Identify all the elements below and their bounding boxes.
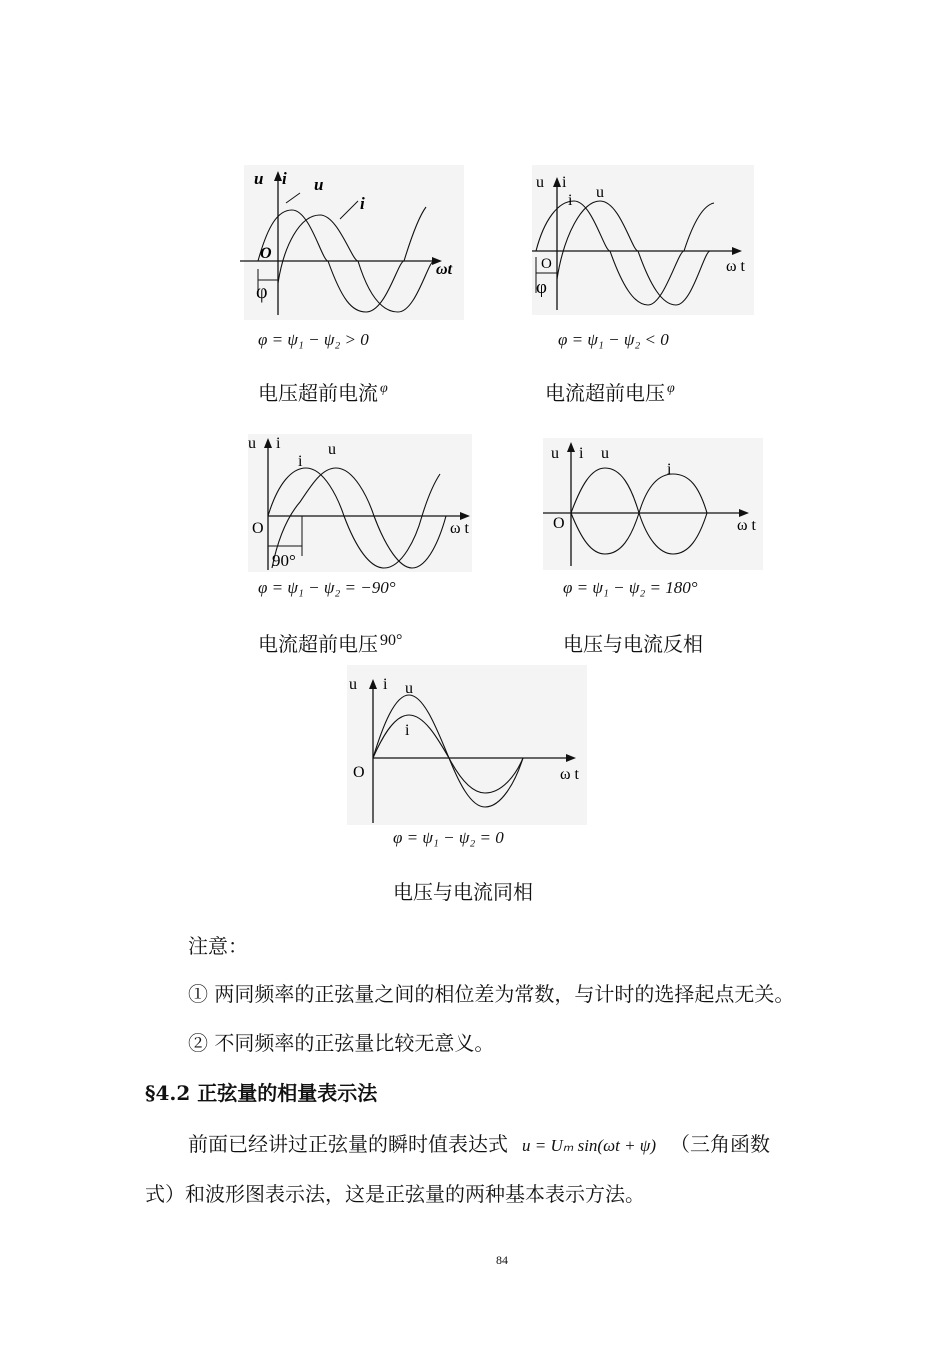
curve-label-u: u bbox=[405, 680, 413, 697]
figure-caption bbox=[545, 377, 675, 406]
waveform-figure-in-phase bbox=[343, 665, 588, 830]
x-axis-label: ω t bbox=[450, 520, 469, 537]
origin-label: O bbox=[260, 245, 272, 262]
waveform-figure-voltage-leads bbox=[240, 165, 470, 325]
curve-label-u: u bbox=[328, 441, 336, 458]
y-axis-label-i: i bbox=[562, 174, 567, 191]
x-axis-label: ω t bbox=[726, 258, 745, 275]
phase-formula: φ = ψ₁ − ψ₂ = −90° bbox=[258, 578, 396, 597]
caption-text: 电流超前电压 bbox=[258, 632, 378, 656]
curve-label-u: u bbox=[314, 175, 324, 194]
phase-formula: φ = ψ₁ − ψ₂ < 0 bbox=[558, 330, 669, 349]
caption-text: 电流超前电压 bbox=[545, 381, 665, 405]
sinusoid-formula: u = Uₘ sin(ωt + ψ) bbox=[522, 1136, 657, 1155]
waveform-plot bbox=[343, 665, 588, 830]
body-paragraph-line-2: 式）和波形图表示法，这是正弦量的两种基本表示方法。 bbox=[145, 1182, 645, 1206]
note-title: 注意： bbox=[188, 934, 248, 958]
phase-formula: φ = ψ₁ − ψ₂ = 0 bbox=[393, 828, 504, 847]
y-axis-label-u: u bbox=[536, 174, 544, 191]
waveform-plot bbox=[240, 165, 470, 325]
waveform-plot bbox=[244, 428, 474, 578]
origin-label: O bbox=[252, 520, 264, 537]
x-axis-label: ω t bbox=[737, 517, 756, 534]
note-item-1: ① 两同频率的正弦量之间的相位差为常数，与计时的选择起点无关。 bbox=[188, 982, 795, 1006]
origin-label: O bbox=[541, 256, 552, 272]
phase-label: φ bbox=[256, 281, 268, 303]
x-axis-label: ω t bbox=[560, 766, 579, 783]
caption-symbol: 90° bbox=[380, 632, 403, 649]
paragraph-text: 前面已经讲过正弦量的瞬时值表达式 bbox=[188, 1132, 508, 1156]
y-axis-label-i: i bbox=[579, 445, 584, 462]
curve-label-i: i bbox=[667, 461, 672, 478]
phase-formula: φ = ψ₁ − ψ₂ = 180° bbox=[563, 578, 698, 597]
phase-label: φ bbox=[536, 277, 547, 298]
x-axis-label: ωt bbox=[436, 261, 453, 278]
curve-label-u: u bbox=[601, 445, 609, 462]
y-axis-label-i: i bbox=[383, 676, 388, 693]
phase-label: 90° bbox=[272, 551, 296, 570]
waveform-figure-opposite-phase bbox=[543, 438, 768, 573]
body-paragraph-line-1 bbox=[188, 1128, 770, 1157]
note-item-2: ② 不同频率的正弦量比较无意义。 bbox=[188, 1031, 495, 1055]
curve-label-i: i bbox=[405, 722, 410, 739]
section-heading: §4.2 正弦量的相量表示法 bbox=[145, 1081, 378, 1105]
curve-label-i: i bbox=[298, 453, 303, 470]
curve-label-i: i bbox=[568, 192, 573, 209]
y-axis-label-i: i bbox=[282, 169, 287, 188]
figure-caption bbox=[258, 628, 402, 657]
y-axis-label-i: i bbox=[276, 435, 281, 452]
origin-label: O bbox=[553, 515, 565, 532]
paragraph-text: （三角函数 bbox=[670, 1132, 771, 1156]
waveform-figure-current-leads bbox=[528, 165, 758, 325]
figure-caption: 电压与电流反相 bbox=[563, 632, 703, 656]
curve-label-u: u bbox=[596, 184, 604, 201]
y-axis-label-u: u bbox=[254, 169, 264, 188]
y-axis-label-u: u bbox=[349, 676, 357, 693]
waveform-plot bbox=[528, 165, 758, 325]
caption-text: 电压超前电流 bbox=[258, 381, 378, 405]
waveform-plot bbox=[543, 438, 768, 573]
y-axis-label-u: u bbox=[248, 435, 256, 452]
origin-label: O bbox=[353, 764, 365, 781]
caption-symbol: φ bbox=[380, 381, 388, 396]
waveform-figure-current-leads-90 bbox=[244, 428, 474, 578]
page-number: 84 bbox=[496, 1253, 508, 1267]
phase-formula: φ = ψ₁ − ψ₂ > 0 bbox=[258, 330, 369, 349]
figure-caption: 电压与电流同相 bbox=[393, 880, 533, 904]
figure-caption bbox=[258, 377, 388, 406]
caption-symbol: φ bbox=[667, 381, 675, 396]
y-axis-label-u: u bbox=[551, 445, 559, 462]
curve-label-i: i bbox=[360, 194, 365, 213]
